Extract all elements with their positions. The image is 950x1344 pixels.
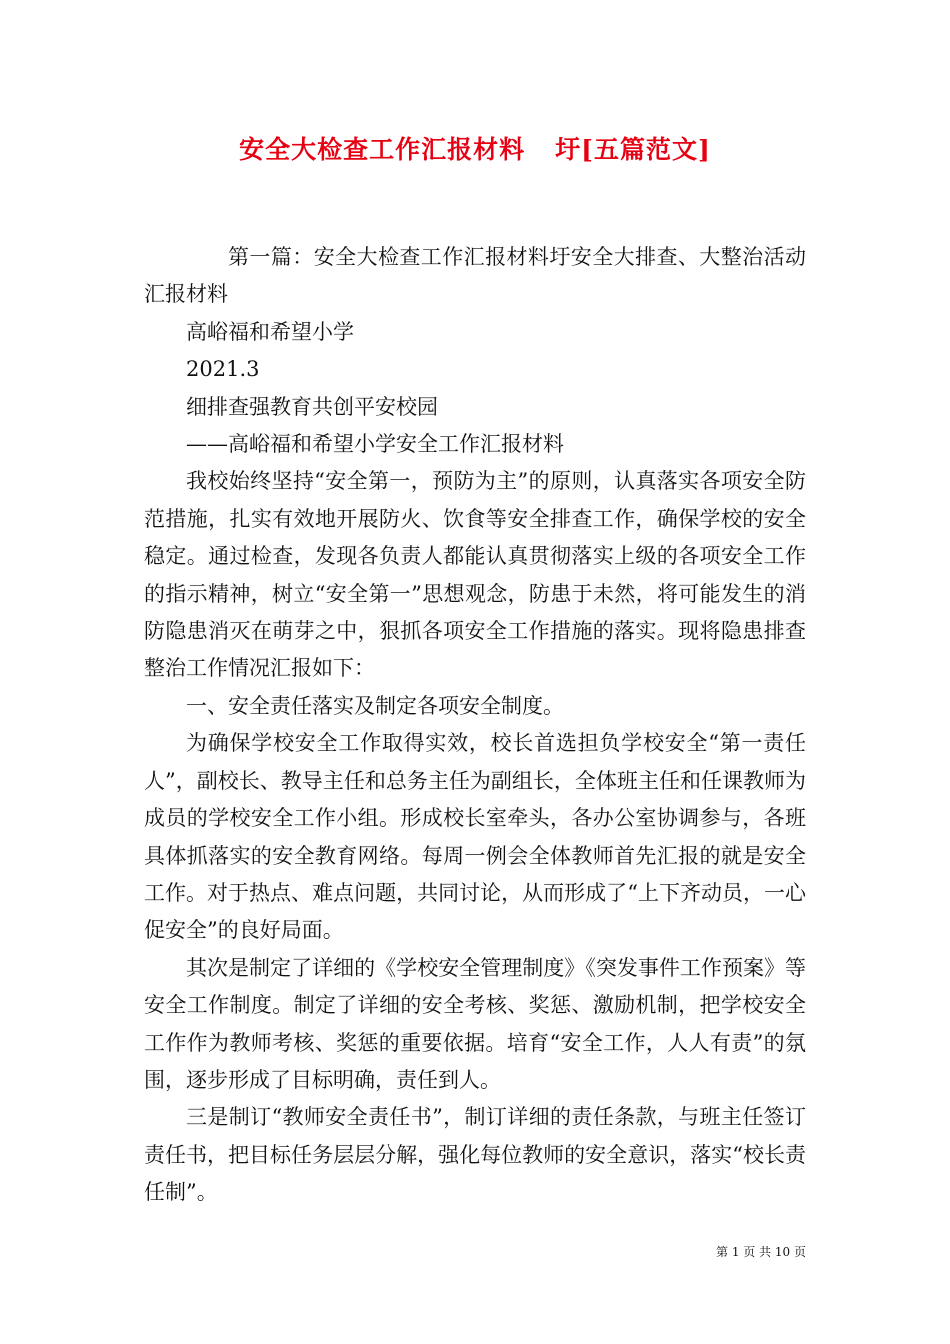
page-number-footer: 第 1 页 共 10 页 xyxy=(716,1245,806,1259)
title-main: 安全大检查工作汇报材料 xyxy=(239,135,526,164)
paragraph-contract: 三是制订“教师安全责任书”，制订详细的责任条款，与班主任签订责任书，把目标任务层层分解，强化每位教师的安全意识，落实“校长责任制”。 xyxy=(144,1105,806,1205)
paragraph-report-name: ——高峪福和希望小学安全工作汇报材料 xyxy=(186,432,564,457)
paragraph-responsibility: 为确保学校安全工作取得实效，校长首选担负学校安全“第一责任人”，副校长、教导主任和总务主任为副组长，全体班主任和任课教师为成员的学校安全工作小组。形成校长室牵头，各办公室协调参与，各班具体抓落实的安全教育网络。每周一例会全体教师首先汇报的就是安全工作。对于热点、难点问题，共同讨论，从而形成了“上下齐动员，一心促安全”的良好局面。 xyxy=(144,731,806,943)
paragraph-date: 2021.3 xyxy=(186,357,260,382)
paragraph-school-name: 高峪福和希望小学 xyxy=(186,319,354,344)
title-suffix: 圩[五篇范文] xyxy=(555,135,711,164)
paragraph-section-heading: 第一篇：安全大检查工作汇报材料圩安全大排查、大整治活动汇报材料 xyxy=(144,245,806,307)
document-title xyxy=(0,132,950,168)
paragraph-intro: 我校始终坚持“安全第一，预防为主”的原则，认真落实各项安全防范措施，扎实有效地开展防火、饮食等安全排查工作，确保学校的安全稳定。通过检查，发现各负责人都能认真贯彻落实上级的各项安全工作的指示精神，树立“安全第一”思想观念，防患于未然，将可能发生的消防隐患消灭在萌芽之中，狠抓各项安全工作措施的落实。现将隐患排查整治工作情况汇报如下： xyxy=(144,469,806,681)
paragraph-heading-one: 一、安全责任落实及制定各项安全制度。 xyxy=(186,693,564,718)
document-body xyxy=(144,239,806,1212)
paragraph-subtitle: 细排查强教育共创平安校园 xyxy=(186,394,438,419)
paragraph-rules: 其次是制定了详细的《学校安全管理制度》《突发事件工作预案》等安全工作制度。制定了详细的安全考核、奖惩、激励机制，把学校安全工作作为教师考核、奖惩的重要依据。培育“安全工作，人人有责”的氛围，逐步形成了目标明确，责任到人。 xyxy=(144,955,806,1092)
